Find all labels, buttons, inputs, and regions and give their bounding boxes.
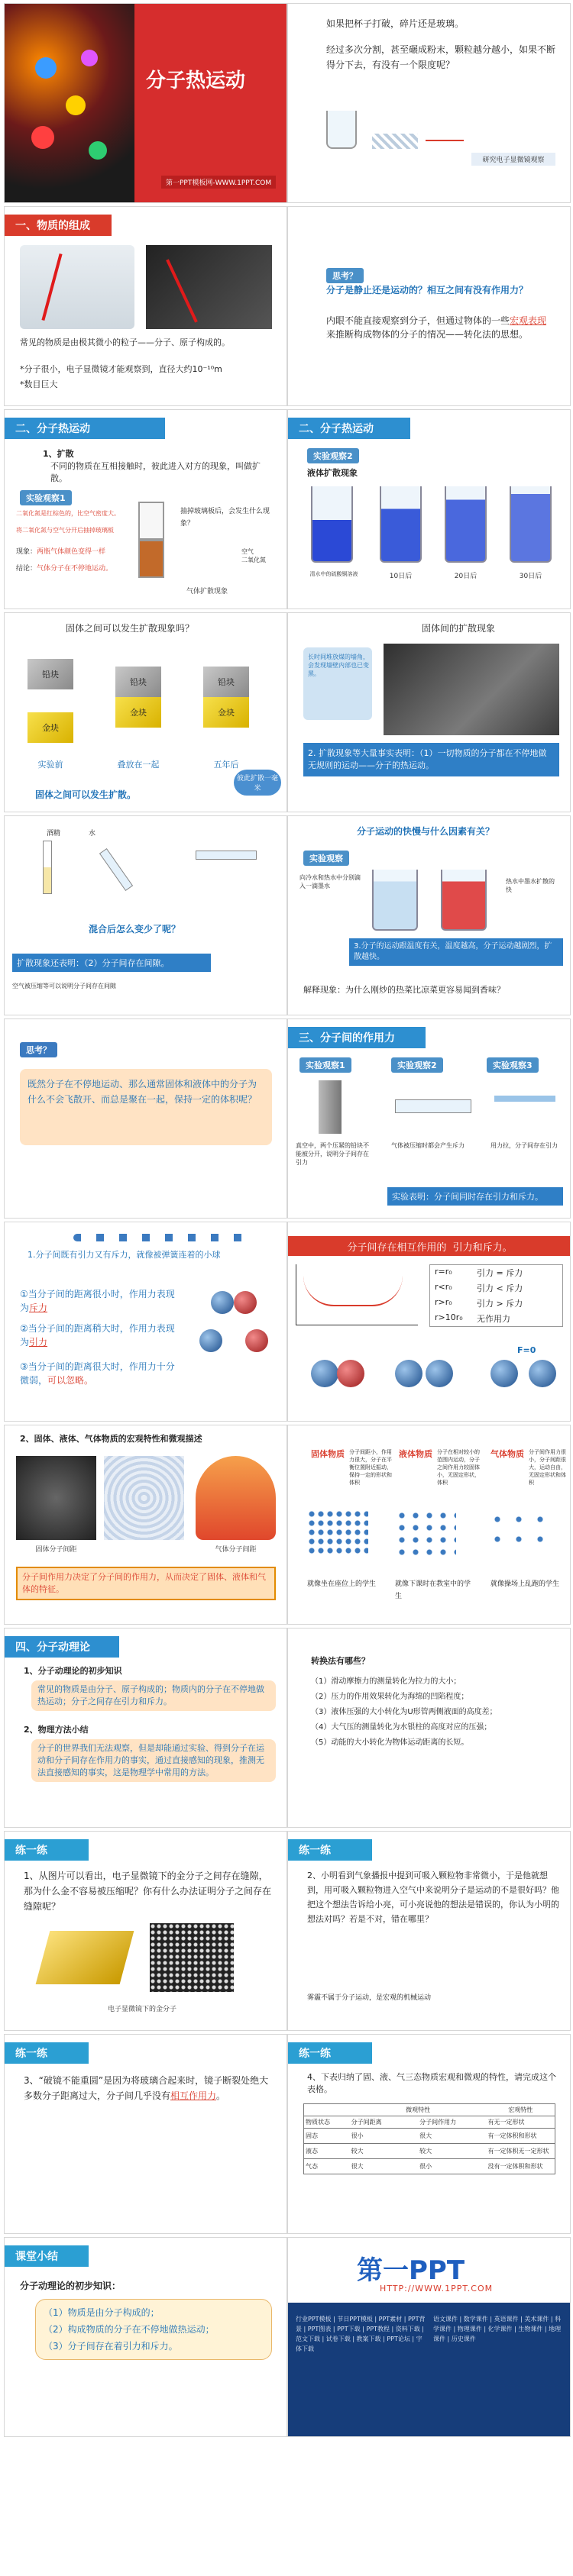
gold-block-1: 金块 <box>28 712 73 743</box>
molecule-pair-3 <box>199 1329 222 1352</box>
liquid-caption-0: 清水中的硫酸铜溶液 <box>309 571 358 577</box>
glass-plate <box>494 1096 555 1102</box>
slide-forces-exp <box>287 1018 571 1219</box>
ex4-head2-row <box>304 2116 555 2129</box>
spring-li3 <box>20 1360 180 1387</box>
gas-bottle-top <box>138 502 164 540</box>
forces-cap3: 用力拉，分子间存在引力 <box>490 1142 558 1149</box>
ex4-cell: 较大 <box>351 2148 364 2155</box>
liquid-subtitle: 液体扩散现象 <box>307 468 358 478</box>
summary-box <box>35 2299 272 2360</box>
think-tag: 思考？ <box>326 268 364 283</box>
lead-block-1: 铅块 <box>28 659 73 689</box>
temp-question: 分子运动的快慢与什么因素有关？ <box>357 826 495 837</box>
theory-item1: 1、分子动理论的初步知识 <box>24 1666 122 1676</box>
ex2-tag: 练一练 <box>288 1839 372 1861</box>
ex3-tag: 练一练 <box>5 2042 89 2064</box>
cover-ball-4 <box>89 141 107 160</box>
molecule-pair-4 <box>245 1329 268 1352</box>
think2-question: 既然分子在不停地运动、那么通常固体和液体中的分子为什么不会飞散开、而总是聚在一起，保持一定的体积呢？ <box>28 1079 257 1105</box>
theory-box1: 常见的物质是由分子、原子构成的；物质内的分子在不停地做热运动；分子之间存在引力和斥力。 <box>31 1680 276 1711</box>
composition-text3: *数目巨大 <box>20 379 58 389</box>
force-ball-4 <box>426 1360 453 1387</box>
syringe <box>395 1099 471 1113</box>
glass-pieces-icon <box>372 134 418 149</box>
hot-beaker <box>441 870 487 931</box>
gas-grid <box>487 1509 548 1555</box>
gold-microscope-image <box>150 1923 234 1992</box>
forces-exp3: 实验观察3 <box>487 1057 539 1073</box>
force-title <box>288 1236 571 1256</box>
slide-force-table <box>287 1222 571 1422</box>
slide-alcohol <box>4 815 287 1015</box>
glass-line2: 经过多次分割，甚至碾成粉末，颗粒越分越小，如果不断得分下去，有没有一个限度呢？ <box>326 44 556 70</box>
force-rel: 无作用力 <box>477 1314 510 1324</box>
glass-line1: 如果把杯子打破，碎片还是玻璃。 <box>326 18 465 29</box>
ex4-head2: 物质状态 <box>306 2119 330 2126</box>
spring-li1 <box>20 1287 180 1315</box>
force-ball-6 <box>529 1360 556 1387</box>
temp-conclusion: 3.分子的运动跟温度有关，温度越高，分子运动越剧烈，扩散越快。 <box>349 938 563 966</box>
forces-header: 三、分子间的作用力 <box>288 1027 426 1048</box>
summary-intro: 分子动理论的初步知识： <box>20 2281 121 2291</box>
states-img2 <box>104 1456 184 1540</box>
slide-diffusion-liquid <box>287 409 571 609</box>
slide-cover <box>4 3 287 203</box>
force-row-3 <box>430 1311 562 1326</box>
gas-side-label: 空气 二氧化氮 <box>241 548 266 563</box>
ex4-cell: 液态 <box>306 2148 318 2155</box>
liquid-beaker-10 <box>380 486 422 563</box>
ex4-cell: 有一定体积和形状 <box>487 2132 537 2139</box>
slide-exercise1 <box>4 1831 287 2031</box>
states-img3 <box>196 1456 276 1540</box>
ex4-cell: 很小 <box>351 2132 364 2139</box>
coal-image <box>384 644 559 735</box>
alcohol-tube <box>43 841 52 894</box>
cover-footer: 第一PPT模板网-WWW.1PPT.COM <box>161 176 276 189</box>
cover-ball-1 <box>35 57 57 79</box>
ex4-question: 4、下表归纳了固、液、气三态物质宏观和微观的特性，请完成这个表格。 <box>307 2072 556 2094</box>
solid-cap1: 实验前 <box>37 760 63 770</box>
cover-title: 分子热运动 <box>146 69 246 92</box>
solid-question: 固体之间可以发生扩散现象吗？ <box>66 623 195 634</box>
forces-conclusion: 实验表明：分子间同时存在引力和斥力。 <box>387 1187 563 1206</box>
conversion-item: （3）液体压强的大小转化为U形管两侧液面的高度差； <box>311 1708 497 1716</box>
cold-beaker <box>372 870 418 931</box>
slide-temperature <box>287 815 571 1015</box>
ex1-caption: 电子显微镜下的金分子 <box>107 2006 176 2013</box>
slide-glass <box>287 3 571 203</box>
ex4-head: 微观特性 <box>406 2106 431 2113</box>
ex4-row <box>304 2129 555 2144</box>
states-conclusion: 分子间作用力决定了分子间的作用力，从而决定了固体、液体和气体的特征。 <box>16 1567 276 1600</box>
gas-exp-tag: 实验观察1 <box>20 490 72 505</box>
li3-text: ③当分子间的距离很大时，作用力十分微弱， <box>20 1361 175 1386</box>
molecule-pair-2 <box>234 1291 257 1314</box>
theory-header: 四、分子动理论 <box>5 1636 119 1658</box>
liquid-beaker-20 <box>445 486 487 563</box>
force-r: r<r₀ <box>435 1282 452 1292</box>
conversion-item: （5）动能的大小转化为物体运动距离的长短。 <box>311 1738 469 1747</box>
solid-cap3: 五年后 <box>213 760 239 770</box>
ex4-cell: 气态 <box>306 2163 318 2170</box>
water-label: 水 <box>89 830 96 838</box>
diffusion-item1: 1、扩散 <box>43 449 74 459</box>
spring-intro: 1.分子间既有引力又有斥力，就像被弹簧连着的小球 <box>28 1250 221 1260</box>
ex4-tag: 练一练 <box>288 2042 372 2064</box>
slide-coal <box>287 612 571 812</box>
states-micro-cap2: 就像下课时在教室中的学生 <box>395 1580 471 1600</box>
ex4-row <box>304 2159 555 2174</box>
think-answer-highlight: 宏观表现 <box>510 315 547 326</box>
summary-tag: 课堂小结 <box>5 2245 89 2267</box>
brand-url[interactable]: HTTP://WWW.1PPT.COM <box>380 2284 494 2294</box>
coal-title: 固体间的扩散现象 <box>422 623 496 634</box>
solid-desc: 分子间距小，作用力很大，分子在平衡位置附近振动，保持一定的形状和体积 <box>349 1449 392 1486</box>
li2-answer: 引力 <box>29 1337 48 1348</box>
liquid-caption-30: 30日后 <box>519 573 542 580</box>
force-rel: 引力 < 斥力 <box>477 1283 523 1293</box>
molecule-pair-1 <box>211 1291 234 1314</box>
gold-block-3: 金块 <box>203 697 249 728</box>
lead-block-2: 铅块 <box>115 667 161 697</box>
solid-grid <box>307 1509 368 1555</box>
temp-cap1: 向冷水和热水中分别滴入一滴墨水 <box>299 874 361 889</box>
link-col1[interactable]: 行业PPT模板 | 节日PPT模板 | PPT素材 | PPT背景 | PPT图表 | PPT下载 | PPT教程 | 资料下载 | 范文下载 | 试卷下载 | 教案下载 | PPT论坛 | 字体下载 <box>296 2316 426 2352</box>
think2-tag: 思考？ <box>20 1042 57 1057</box>
link-col2[interactable]: 语文课件 | 数学课件 | 英语课件 | 美术课件 | 科学课件 | 物理课件 | 化学课件 | 生物课件 | 地理课件 | 历史课件 <box>433 2316 562 2342</box>
lead-block-3: 铅块 <box>203 667 249 697</box>
slide-conversion <box>287 1628 571 1828</box>
glass-arrow-icon <box>426 140 464 141</box>
states-micro-cap3: 就像操场上乱跑的学生 <box>490 1580 560 1588</box>
ex4-cell: 很小 <box>419 2163 432 2170</box>
ex4-cell: 固态 <box>306 2132 318 2139</box>
force-r: r=r₀ <box>435 1267 452 1277</box>
li2-text: ②当分子间的距离稍大时，作用力表现为 <box>20 1323 175 1348</box>
summary-item: （2）构成物质的分子在不停地做热运动； <box>44 2324 215 2335</box>
liquid-caption-20: 20日后 <box>454 573 478 580</box>
slide-think2 <box>4 1018 287 1219</box>
force-title-a: 分子间存在相互作用的 <box>347 1241 447 1254</box>
temp-bottom-text: 为什么刚炒的热菜比凉菜更容易闻到香味？ <box>345 985 505 995</box>
spring-li2 <box>20 1322 180 1349</box>
ex4-cell: 很大 <box>419 2132 432 2139</box>
states-title: 2、固体、液体、气体物质的宏观特性和微观描述 <box>20 1434 202 1444</box>
crystal-image <box>146 245 272 329</box>
slide-exercise3 <box>4 2034 287 2234</box>
composition-text2: *分子很小，电子显微镜才能观察到，直径大约10⁻¹⁰m <box>20 364 222 374</box>
ex2-answer: 雾霾不属于分子运动，是宏观的机械运动 <box>307 1994 432 2002</box>
slide-footer-ad <box>287 2237 571 2437</box>
force-rel: 引力 = 斥力 <box>477 1268 523 1278</box>
force-row-2 <box>430 1296 562 1311</box>
ex4-head: 宏观特性 <box>508 2106 533 2113</box>
slide-exercise4 <box>287 2034 571 2234</box>
ex1-question: 1、从图片可以看出，电子显微镜下的金分子之间存在缝隙，那为什么金不容易被压缩呢？你有什么办法证明分子之间存在缝隙呢？ <box>24 1871 272 1912</box>
summary-item: （3）分子间存在着引力和斥力。 <box>44 2341 178 2352</box>
ex4-head-row <box>304 2104 555 2116</box>
mix-tube <box>196 851 257 860</box>
ex4-cell: 没有一定体积和形状 <box>487 2163 543 2170</box>
gas-side-question: 抽掉玻璃板后，会发生什么现象？ <box>180 508 270 528</box>
liquid-exp-tag: 实验观察2 <box>307 448 359 463</box>
lead-cylinders <box>319 1080 342 1134</box>
ex3-q-a: 3、“破镜不能重圆”是因为将玻璃合起来时，镜子断裂处绝大多数分子距离过大，分子间几乎没有 <box>24 2075 269 2101</box>
composition-header: 一、物质的组成 <box>5 215 112 236</box>
summary-item: （1）物质是由分子构成的； <box>44 2307 160 2318</box>
think-answer <box>326 314 555 341</box>
glass-caption: 研究电子显微镜观察 <box>471 153 555 166</box>
spring-balls <box>73 1234 249 1241</box>
ex4-cell: 较大 <box>419 2148 432 2155</box>
ex4-head2: 有无一定形状 <box>487 2119 525 2126</box>
slide-solid-diffusion <box>4 612 287 812</box>
gas-phenomenon <box>16 546 131 558</box>
conversion-item: （1）滑动摩擦力的测量转化为拉力的大小； <box>311 1677 461 1686</box>
force-table <box>429 1264 563 1327</box>
gold-block-2: 金块 <box>115 697 161 728</box>
solid-bottom: 固体之间可以发生扩散。 <box>35 789 137 800</box>
glass-cup-icon <box>326 111 357 149</box>
cover-ball-2 <box>66 95 86 115</box>
force-rel: 引力 > 斥力 <box>477 1299 523 1309</box>
gas-exp-note2: 将二氧化氮与空气分开后抽掉玻璃板 <box>16 527 114 534</box>
ex4-cell: 有一定体积无一定形状 <box>487 2148 549 2155</box>
liquid-grid <box>395 1509 456 1555</box>
slide-think <box>287 206 571 406</box>
ex1-tag: 练一练 <box>5 1839 89 1861</box>
liquid-beaker-0 <box>311 486 353 563</box>
gas-conclusion <box>16 563 131 575</box>
liquid-header: 二、分子热运动 <box>288 418 410 439</box>
ex4-head2: 分子间距离 <box>351 2119 382 2126</box>
force-r: r>r₀ <box>435 1297 452 1307</box>
liquid-beaker-30 <box>510 486 552 563</box>
liquid-title: 液体物质 <box>399 1449 432 1459</box>
force-f-label: F=0 <box>517 1345 536 1355</box>
slide-theory <box>4 1628 287 1828</box>
temp-bottom-label: 解释现象： <box>303 985 345 995</box>
states-cap2: 气体分子间距 <box>215 1546 257 1554</box>
alcohol-note: 空气被压缩等可以说明分子间存在间隙 <box>12 983 116 989</box>
slide-states-micro <box>287 1425 571 1625</box>
diffusion-header: 二、分子热运动 <box>5 418 165 439</box>
temp-bottom <box>303 984 563 996</box>
slide-spring <box>4 1222 287 1422</box>
ex4-head <box>304 2104 350 2116</box>
temp-exp-tag: 实验观察 <box>303 851 349 866</box>
ex3-question <box>24 2073 276 2103</box>
conversion-item: （4）大气压的测量转化为水银柱的高度对应的压强； <box>311 1723 492 1732</box>
liquid-caption-10: 10日后 <box>389 573 413 580</box>
think-answer-suffix: 来推断构成物体的分子的情况——转化法的思想。 <box>326 329 529 340</box>
force-row-1 <box>430 1280 562 1296</box>
conclusion-label: 结论： <box>16 565 37 573</box>
force-ball-3 <box>395 1360 422 1387</box>
phenomenon-text: 两瓶气体颜色变得一样 <box>37 548 106 556</box>
think-question: 分子是静止还是运动的？相互之间有没有作用力？ <box>326 285 529 295</box>
salt-image <box>20 245 134 329</box>
slide-composition <box>4 206 287 406</box>
coal-side-text: 长时间堆放煤的墙角，会发现墙壁内部也已变黑。 <box>308 654 369 677</box>
conversion-item: （2）压力的作用效果转化为海绵的凹陷程度； <box>311 1693 469 1701</box>
theory-item2: 2、物理方法小结 <box>24 1725 89 1735</box>
forces-cap1: 真空中，两个压紧的铅块不能被分开，说明分子间存在引力 <box>296 1142 369 1166</box>
cover-ball-5 <box>81 50 98 66</box>
gold-bars-image <box>36 1931 134 1984</box>
solid-cap2: 叠放在一起 <box>117 760 160 770</box>
liquid-desc: 分子在相对较小的范围内运动，分子之间作用力较固体小，无固定形状，体积 <box>437 1449 480 1486</box>
brand-logo: 第一PPT <box>357 2255 465 2286</box>
ex4-table <box>303 2103 555 2174</box>
gas-title: 气体物质 <box>490 1449 524 1459</box>
conclusion-text: 气体分子在不停地运动。 <box>37 565 113 573</box>
ex3-q-c: 。 <box>216 2090 226 2101</box>
ex4-cell: 很大 <box>351 2163 364 2170</box>
ex4-head2: 分子间作用力 <box>419 2119 457 2126</box>
states-cap1: 固体分子间距 <box>35 1546 77 1554</box>
alcohol-label: 酒精 <box>47 830 61 838</box>
states-img1 <box>16 1456 96 1540</box>
slide-diffusion-gas <box>4 409 287 609</box>
gas-bottle-caption: 气体扩散现象 <box>186 588 228 596</box>
solid-bubble: 彼此扩散一毫米 <box>234 770 281 796</box>
force-title-b: 引力和斥力。 <box>452 1241 513 1254</box>
force-curve <box>303 1276 403 1306</box>
li1-answer: 斥力 <box>29 1303 48 1313</box>
li3-answer: 可以忽略。 <box>47 1375 94 1386</box>
temp-cap2: 热水中墨水扩散的快 <box>506 878 555 893</box>
forces-exp2: 实验观察2 <box>391 1057 443 1073</box>
alcohol-question: 混合后怎么变少了呢？ <box>89 924 181 935</box>
force-ball-1 <box>311 1360 338 1387</box>
forces-cap2: 气体被压缩时都会产生斥力 <box>391 1142 465 1149</box>
alcohol-conclusion: 扩散现象还表明：（2）分子间存在间隙。 <box>12 954 211 972</box>
think-answer-prefix: 内眼不能直接观察到分子，但通过物体的一些 <box>326 315 510 326</box>
gas-bottle-bottom <box>138 540 164 578</box>
solid-title: 固体物质 <box>311 1449 345 1459</box>
states-micro-cap1: 就像坐在座位上的学生 <box>307 1580 377 1588</box>
ex2-question: 2、小明看到气象播报中提到可吸入颗粒物非常微小，于是他就想到，用可吸入颗粒物进入空气中来说明分子是运动的不是很好吗？他把这个想法告诉给小亮，可小亮说他的想法是错误的，你认为小明的想法对吗？若是不对，错在哪里？ <box>307 1871 559 1924</box>
force-r: r>10r₀ <box>435 1312 463 1322</box>
theory-box2: 分子的世界我们无法观察，但是却能通过实验、得到分子在运动和分子间存在作用力的事实，通过直接感知的现象，推测无法直接感知的事实，这是物理学中常用的方法。 <box>31 1739 276 1782</box>
li1-text: ①当分子间的距离很小时，作用力表现为 <box>20 1289 175 1313</box>
phenomenon-label: 现象： <box>16 548 37 556</box>
composition-text1: 常见的物质是由极其微小的粒子——分子、原子构成的。 <box>20 337 230 347</box>
gas-exp-note1: 二氧化氮是红棕色的，比空气密度大。 <box>16 510 120 517</box>
gas-desc: 分子间作用力很小，分子间距很大，运动自由，无固定形状和体积 <box>529 1449 566 1486</box>
diffusion-item1-desc: 不同的物质在互相接触时，彼此进入对方的现象，叫做扩散。 <box>50 461 261 483</box>
water-tube <box>99 848 133 891</box>
ex4-row <box>304 2144 555 2159</box>
force-ball-2 <box>337 1360 364 1387</box>
slide-states <box>4 1425 287 1625</box>
force-ball-5 <box>490 1360 518 1387</box>
slide-exercise2 <box>287 1831 571 2031</box>
cover-ball-3 <box>31 126 54 149</box>
forces-exp1: 实验观察1 <box>299 1057 351 1073</box>
coal-conclusion: 2. 扩散现象等大量事实表明：（1）一切物质的分子都在不停地做无规则的运动——分子的热运动。 <box>303 743 559 776</box>
conversion-title: 转换法有哪些？ <box>311 1656 370 1666</box>
slide-summary <box>4 2237 287 2437</box>
ex3-q-b: 相互作用力 <box>170 2090 217 2101</box>
force-row-0 <box>430 1265 562 1280</box>
